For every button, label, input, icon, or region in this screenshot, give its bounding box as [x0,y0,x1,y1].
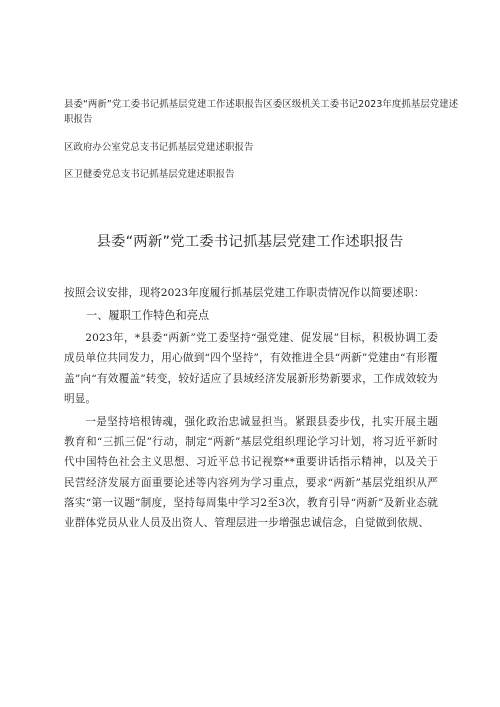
intro-paragraph: 按照会议安排，现将2023年度履行抓基层党建工作职责情况作以简要述职： [64,287,425,299]
document-body [64,283,438,533]
body-paragraph: 一是坚持培根铸魂，强化政治忠诚显担当。紧跟县委步伐，扎实开展主题教育和“三抓三促”行动，制定“两新”基层党组织理论学习计划，将习近平新时代中国特色社会主义思想、习近平总书记视察**重要讲话指示精神，以及关于民营经济发展方面重要论述等内容列为学习重点，要求“两新”基层党组织从严落实“第一议题”制度，坚持每周集中学习2至3次，教育引导“两新”及新业态就业群体党员从业人员及出资人、管理层进一步增强忠诚信念，自觉做到依规、 [64,416,438,530]
toc-item: 区卫健委党总支书记抓基层党建述职报告 [64,169,235,180]
section-heading: 一、履职工作特色和亮点 [86,309,210,323]
toc-item: 区政府办公室党总支书记抓基层党建述职报告 [64,142,254,153]
toc-item: 县委“两新”党工委书记抓基层党建工作述职报告区委区级机关工委书记2023年度抓基层党建述职报告 [64,99,459,125]
document-title: 县委“两新”党工委书记抓基层党建工作述职报告 [96,234,404,250]
table-of-contents [64,97,464,192]
body-paragraph: 2023年，*县委“两新”党工委坚持“强党建、促发展”目标，积极协调工委成员单位共同发力，用心做到“四个坚持”，有效推进全县“两新”党建由“有形覆盖”向“有效覆盖”转变，较好适应了县域经济发展新形势新要求，工作成效较为明显。 [64,332,438,405]
